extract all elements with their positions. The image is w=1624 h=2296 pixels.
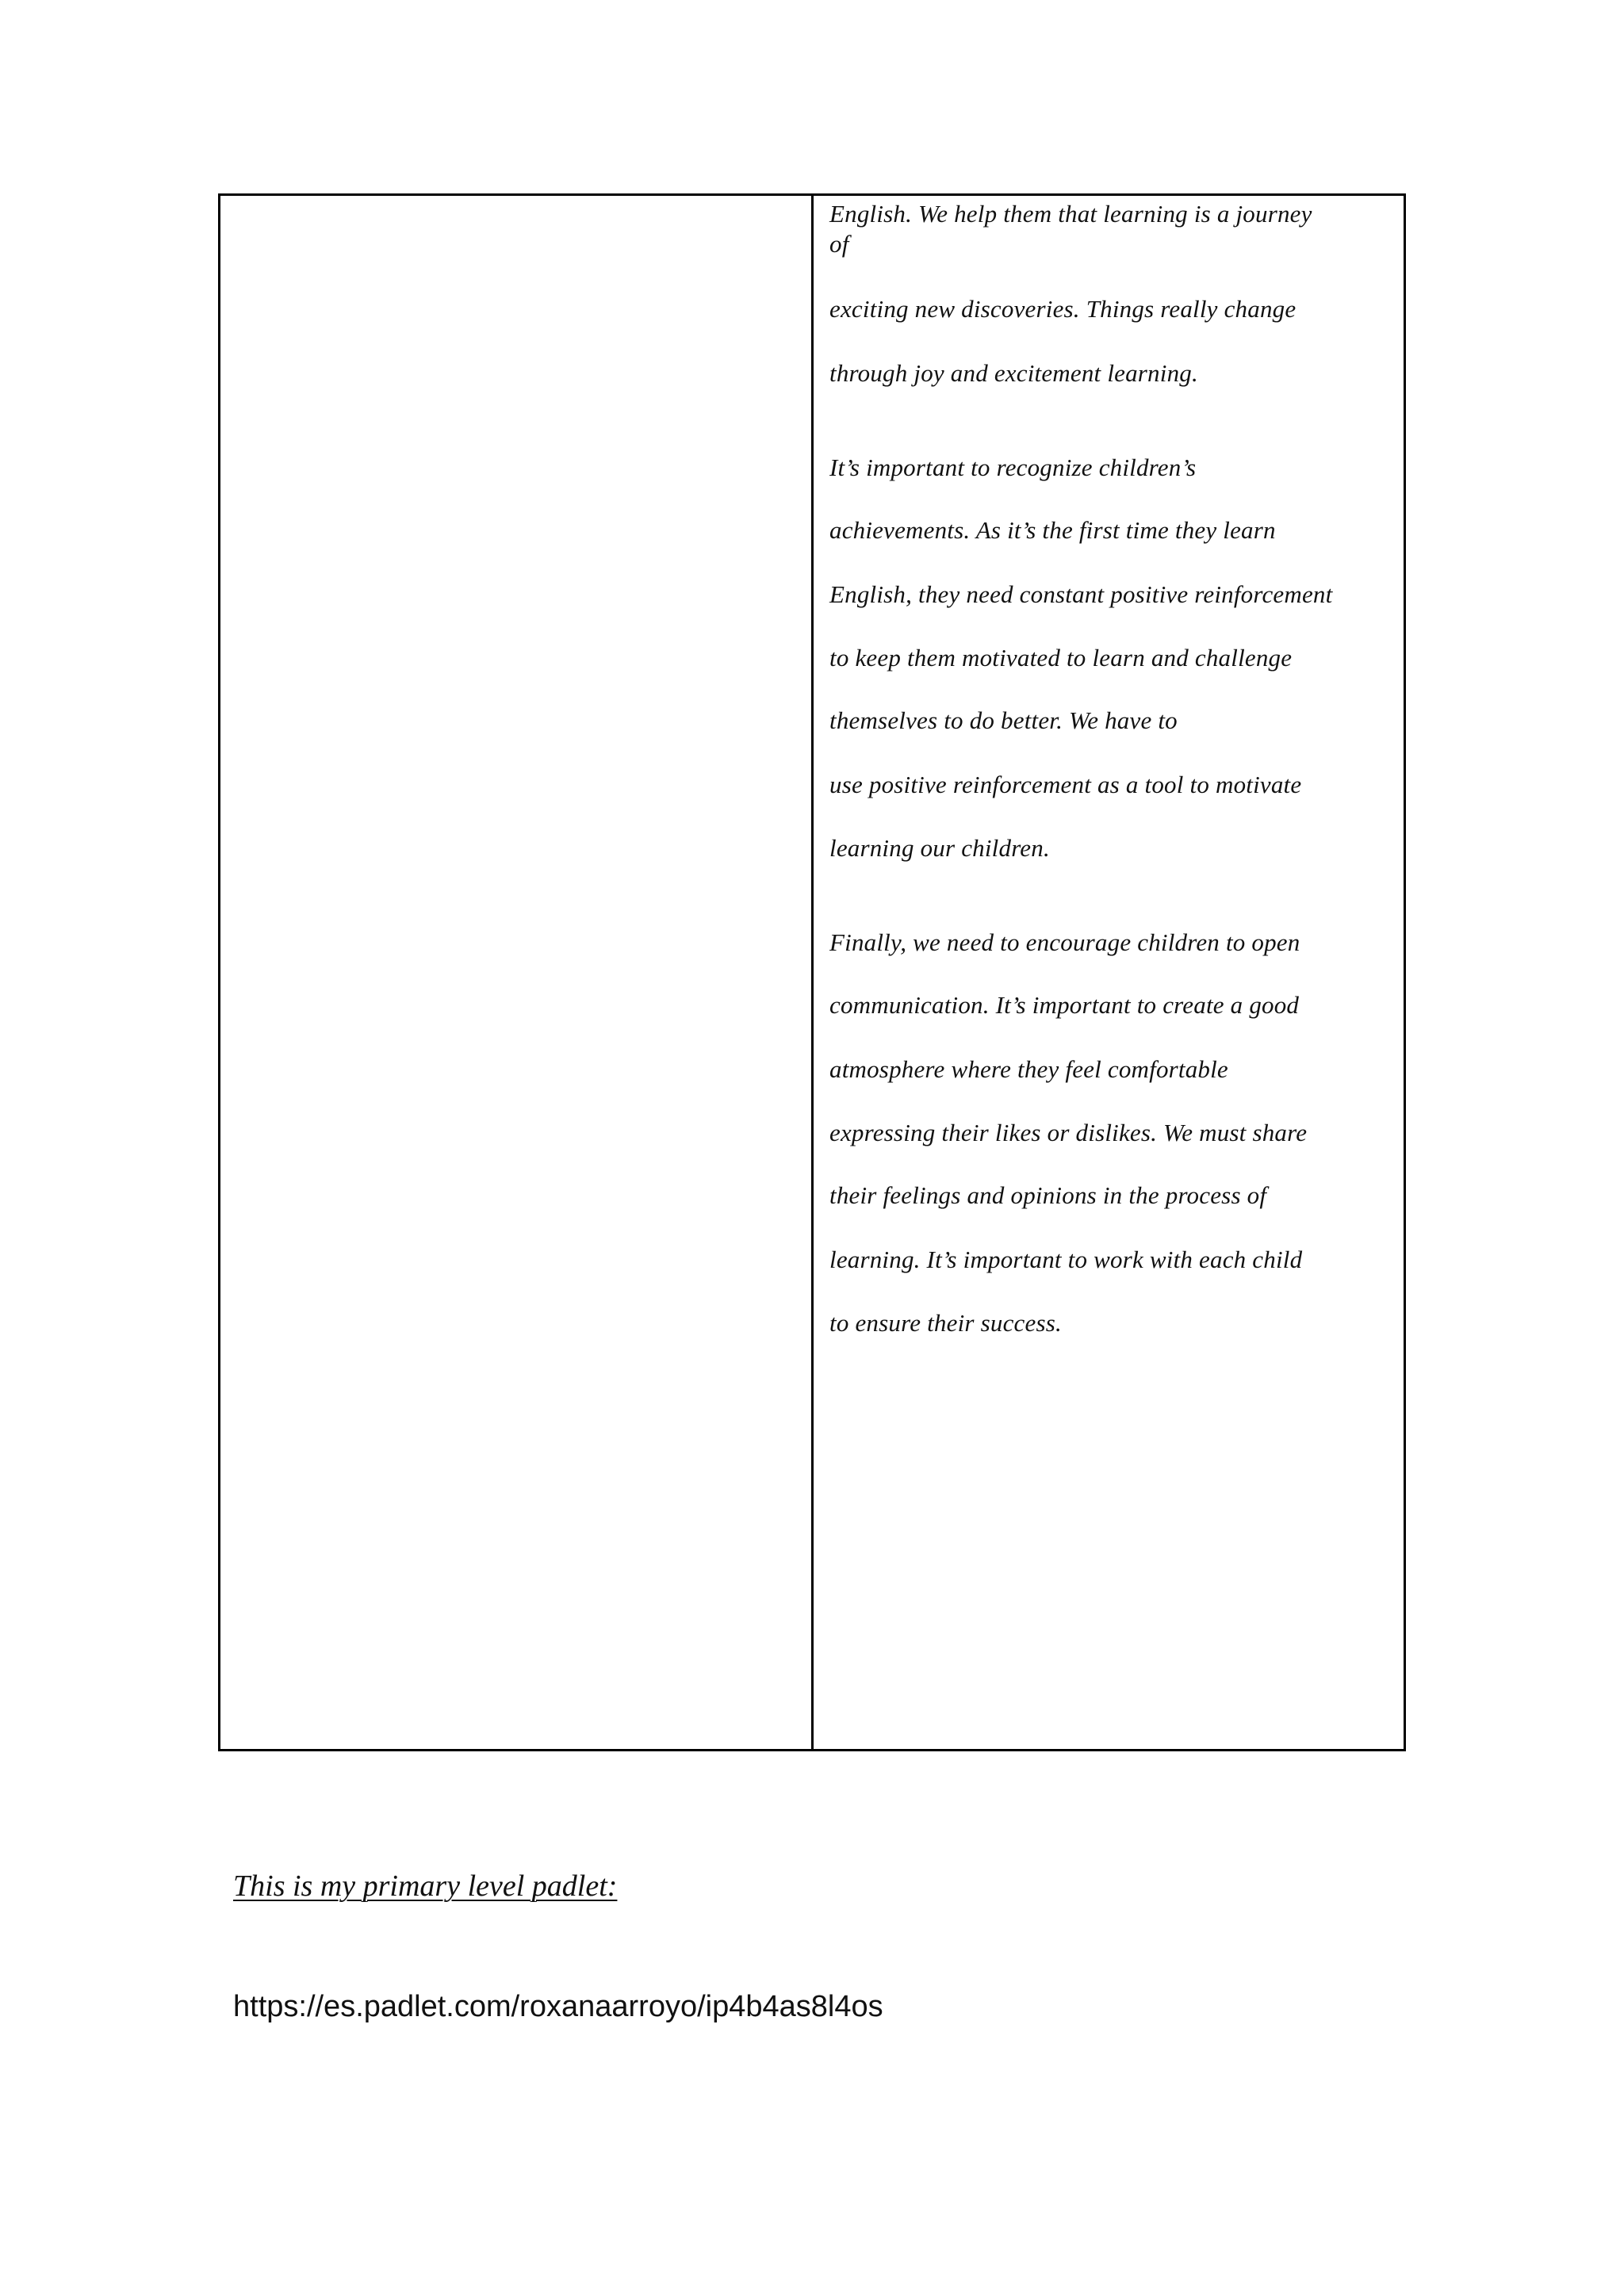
paragraph-line: communication. It’s important to create a good	[829, 991, 1300, 1019]
paragraph-line: English. We help them that learning is a journey	[829, 200, 1312, 228]
paragraph-line: exciting new discoveries. Things really change	[829, 295, 1297, 323]
paragraph-line: It’s important to recognize children’s	[829, 453, 1197, 481]
paragraph-line: their feelings and opinions in the process of	[829, 1181, 1267, 1209]
paragraph-line: to keep them motivated to learn and challenge	[829, 644, 1293, 672]
paragraph-line: learning our children.	[829, 834, 1050, 862]
paragraph-line: expressing their likes or dislikes. We must share	[829, 1119, 1308, 1146]
paragraph-line: through joy and excitement learning.	[829, 359, 1198, 387]
padlet-link[interactable]: https://es.padlet.com/roxanaarroyo/ip4b4as8l4os	[233, 1990, 883, 2023]
paragraph-line: atmosphere where they feel comfortable	[829, 1055, 1228, 1083]
paragraph-line: of	[829, 230, 849, 258]
paragraph-line: themselves to do better. We have to	[829, 706, 1178, 734]
paragraph-line: Finally, we need to encourage children to open	[829, 928, 1300, 956]
paragraph-line: to ensure their success.	[829, 1309, 1062, 1337]
paragraph-line: English, they need constant positive reinforcement	[829, 580, 1333, 608]
paragraph-line: learning. It’s important to work with each child	[829, 1246, 1303, 1273]
document-table	[218, 193, 1406, 1751]
paragraph-line: achievements. As it’s the first time they learn	[829, 516, 1276, 544]
table-cell-right	[814, 196, 1404, 1749]
padlet-caption: This is my primary level padlet:	[233, 1869, 618, 1903]
paragraph-line: use positive reinforcement as a tool to motivate	[829, 771, 1302, 798]
table-cell-left	[220, 196, 814, 1749]
